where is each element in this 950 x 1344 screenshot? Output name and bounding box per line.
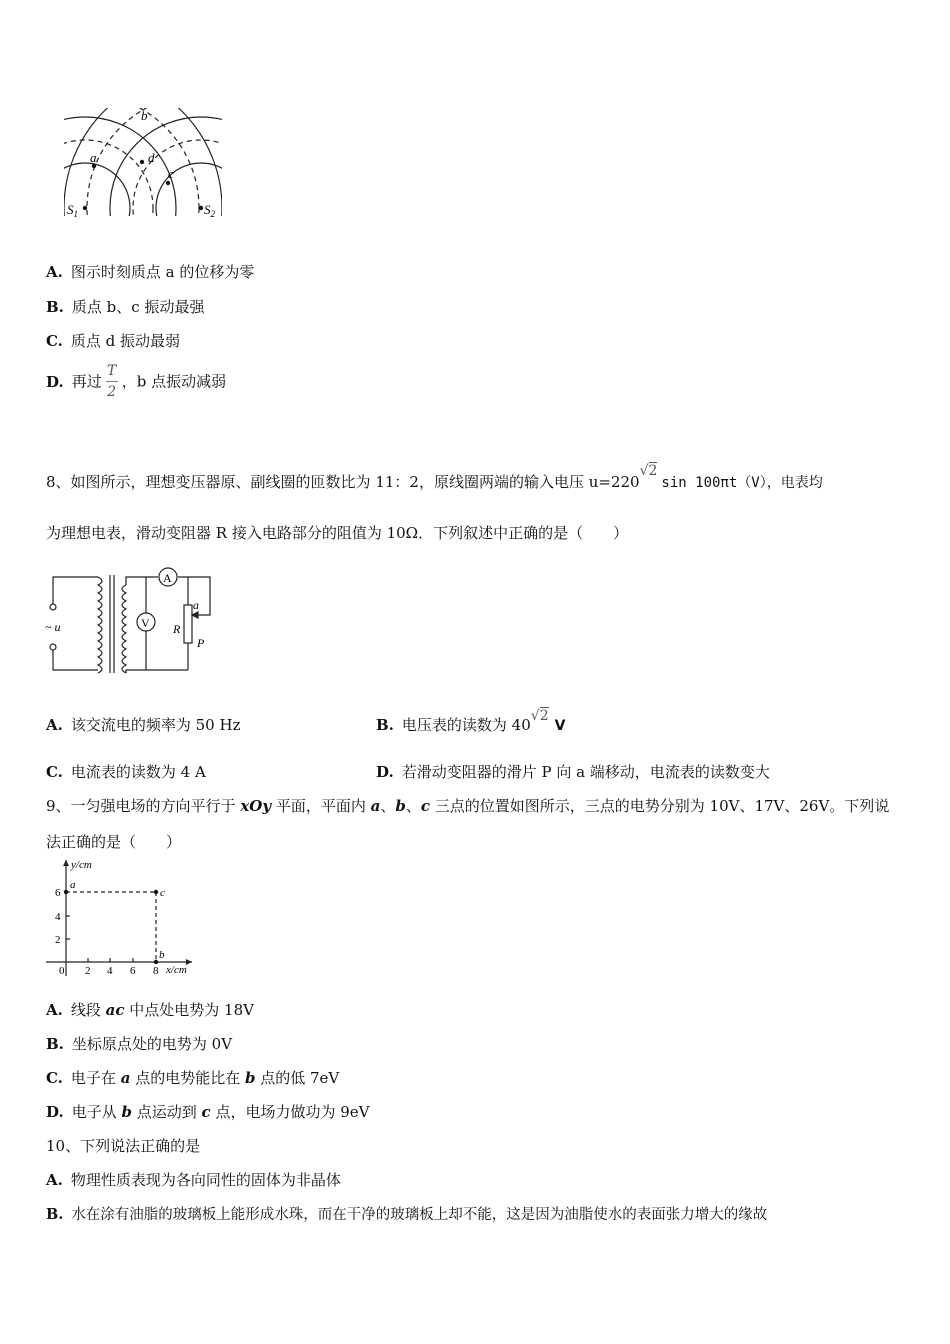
- label-c: c: [168, 166, 174, 181]
- label-r: R: [173, 622, 181, 636]
- coordinate-figure: [42, 856, 202, 981]
- q9-option-c: C. 电子在 a 点的电势能比在 b 点的低 7eV: [46, 1069, 340, 1087]
- q10-option-b: B. 水在涂有油脂的玻璃板上能形成水珠，而在干净的玻璃板上却不能，这是因为油脂使水的表面张力增大的缘故: [46, 1206, 768, 1223]
- y-axis-label: y/cm: [71, 859, 92, 871]
- label-u: ~ u: [45, 620, 61, 634]
- point-c-marker: [154, 890, 158, 894]
- voltmeter-label: V: [141, 616, 150, 630]
- q8-option-a: A. 该交流电的频率为 50 Hz: [46, 716, 241, 734]
- x-axis-label: x/cm: [166, 964, 187, 976]
- x-tick-8: 8: [153, 965, 159, 977]
- point-d-dot: [140, 160, 144, 164]
- label-c-point: c: [160, 887, 165, 899]
- q7-option-d: D. 再过 $\frac{T}{2}$ ，b 点振动减弱: [46, 363, 227, 400]
- ammeter-label: A: [163, 571, 172, 585]
- label-p: P: [197, 636, 205, 650]
- source-s1-dot: [83, 206, 87, 210]
- q10-option-a: A. 物理性质表现为各向同性的固体为非晶体: [46, 1171, 341, 1189]
- source-s2-dot: [199, 206, 203, 210]
- q10-stem: 10、下列说法正确的是: [46, 1137, 201, 1155]
- x-tick-2: 2: [85, 965, 91, 977]
- x-tick-4: 4: [107, 965, 113, 977]
- sqrt-symbol: √2: [639, 463, 658, 479]
- point-a-marker: [64, 890, 68, 894]
- transformer-circuit-figure: [40, 565, 225, 680]
- label-a-point: a: [70, 879, 76, 891]
- y-tick-6: 6: [55, 887, 61, 899]
- y-tick-4: 4: [55, 911, 61, 923]
- interference-figure: [58, 100, 228, 225]
- q8-option-b: B. 电压表的读数为 40√2V: [376, 708, 566, 734]
- label-a: a: [90, 150, 97, 165]
- q9-stem-line2: 法正确的是（ ）: [46, 833, 182, 851]
- q9-option-a: A. 线段 ac 中点处电势为 18V: [46, 1001, 254, 1019]
- label-s2: $S_2$: [204, 202, 215, 219]
- label-d: d: [148, 150, 155, 165]
- q9-option-d: D. 电子从 b 点运动到 c 点，电场力做功为 9eV: [46, 1103, 370, 1121]
- q7-option-c: C. 质点 d 振动最弱: [46, 332, 181, 350]
- label-b-point: b: [159, 949, 165, 961]
- label-a-terminal: a: [193, 598, 199, 612]
- q8-option-c: C. 电流表的读数为 4 A: [46, 763, 206, 781]
- y-tick-2: 2: [55, 934, 61, 946]
- fraction-t-over-2: $\frac{T}{2}$: [107, 363, 117, 400]
- label-s1: $S_1$: [67, 202, 78, 219]
- point-c-dot: [166, 181, 170, 185]
- x-tick-6: 6: [130, 965, 136, 977]
- origin-label: 0: [59, 965, 65, 977]
- point-b-marker: [154, 960, 158, 964]
- q8-stem-line1: 8、如图所示，理想变压器原、副线圈的匝数比为 11：2，原线圈两端的输入电压 u=220√2sin 100πt（V），电表均: [46, 463, 823, 491]
- q7-option-a: A. 图示时刻质点 a 的位移为零: [46, 263, 255, 281]
- q7-option-b: B. 质点 b、c 振动最强: [46, 298, 205, 316]
- q8-option-d: D. 若滑动变阻器的滑片 P 向 a 端移动，电流表的读数变大: [376, 763, 770, 781]
- q8-stem-line2: 为理想电表，滑动变阻器 R 接入电路部分的阻值为 10Ω．下列叙述中正确的是（ ）: [46, 524, 629, 542]
- label-b: b: [141, 108, 148, 123]
- q9-option-b: B. 坐标原点处的电势为 0V: [46, 1035, 233, 1053]
- q9-stem-line1: 9、一匀强电场的方向平行于 xOy 平面，平面内 a、b、c 三点的位置如图所示，三点的电势分别为 10V、17V、26V。下列说: [46, 797, 890, 815]
